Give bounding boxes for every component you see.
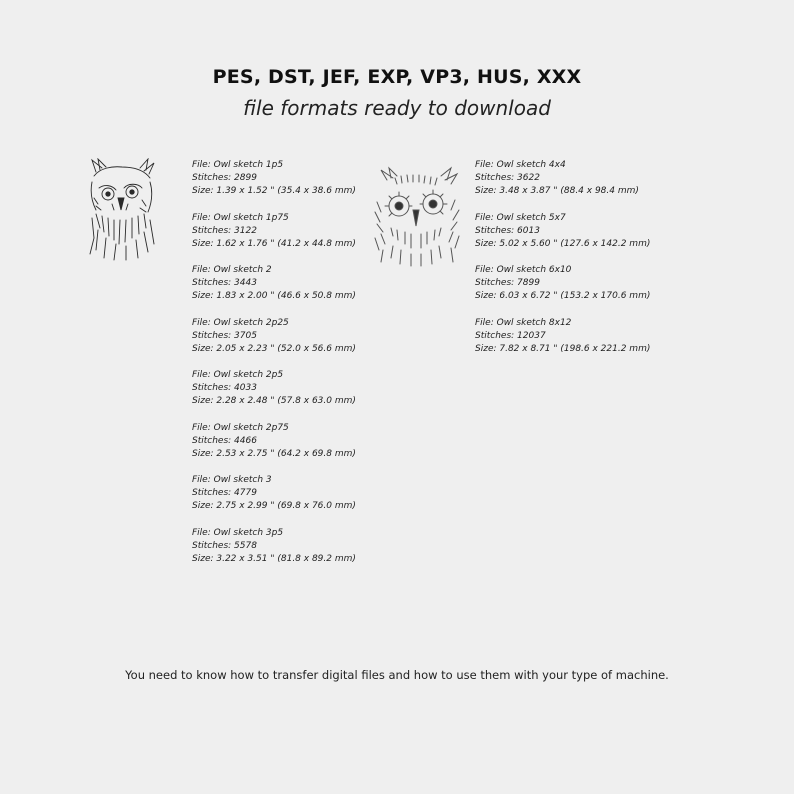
stitch-count: Stitches: 3705 (192, 330, 257, 341)
stitch-count: Stitches: 3443 (192, 278, 257, 288)
design-size: Size: 3.48 x 3.87 " (88.4 x 98.4 mm) (475, 186, 639, 196)
design-size: Size: 5.02 x 5.60 " (127.6 x 142.2 mm) (475, 238, 651, 249)
file-list-right (475, 159, 650, 369)
stitch-count: Stitches: 6013 (475, 225, 540, 236)
file-name: File: Owl sketch 2p5 (192, 370, 284, 380)
list-item (192, 474, 356, 513)
list-item (475, 317, 650, 356)
list-item (475, 212, 650, 251)
owl-sketch-icon (371, 166, 463, 268)
file-name: File: Owl sketch 2 (192, 265, 272, 275)
design-size: Size: 6.03 x 6.72 " (153.2 x 170.6 mm) (475, 291, 651, 301)
stitch-count: Stitches: 7899 (475, 278, 540, 288)
formats-subtitle: file formats ready to download (243, 96, 551, 120)
list-item (475, 159, 650, 198)
stitch-count: Stitches: 12037 (475, 330, 546, 341)
design-size: Size: 2.53 x 2.75 " (64.2 x 69.8 mm) (192, 448, 356, 459)
design-size: Size: 2.05 x 2.23 " (52.0 x 56.6 mm) (192, 343, 356, 354)
stitch-count: Stitches: 3622 (475, 173, 540, 183)
list-item (192, 527, 356, 566)
file-name: File: Owl sketch 6x10 (475, 265, 572, 275)
file-list-left (192, 159, 356, 579)
list-item (192, 159, 356, 198)
file-name: File: Owl sketch 3 (192, 475, 272, 485)
list-item (475, 264, 650, 303)
machine-note: You need to know how to transfer digital files and how to use them with your type of machine. (125, 668, 669, 682)
stitch-count: Stitches: 4779 (192, 488, 257, 498)
file-name: File: Owl sketch 5x7 (475, 212, 566, 223)
list-item (192, 369, 356, 408)
file-name: File: Owl sketch 3p5 (192, 527, 284, 538)
design-size: Size: 7.82 x 8.71 " (198.6 x 221.2 mm) (475, 343, 651, 354)
file-name: File: Owl sketch 2p75 (192, 422, 289, 433)
file-name: File: Owl sketch 8x12 (475, 317, 572, 328)
list-item (192, 422, 356, 461)
stitch-count: Stitches: 5578 (192, 540, 257, 551)
design-size: Size: 1.39 x 1.52 " (35.4 x 38.6 mm) (192, 186, 356, 196)
file-name: File: Owl sketch 1p5 (192, 160, 284, 170)
stitch-count: Stitches: 3122 (192, 225, 257, 236)
design-size: Size: 1.83 x 2.00 " (46.6 x 50.8 mm) (192, 291, 356, 301)
list-item (192, 317, 356, 356)
file-name: File: Owl sketch 4x4 (475, 160, 566, 170)
owl-sketch-icon (86, 158, 156, 262)
file-name: File: Owl sketch 1p75 (192, 212, 289, 223)
design-size: Size: 1.62 x 1.76 " (41.2 x 44.8 mm) (192, 238, 356, 249)
list-item (192, 264, 356, 303)
design-size: Size: 2.28 x 2.48 " (57.8 x 63.0 mm) (192, 396, 356, 406)
design-size: Size: 2.75 x 2.99 " (69.8 x 76.0 mm) (192, 501, 356, 511)
stitch-count: Stitches: 2899 (192, 173, 257, 183)
stitch-count: Stitches: 4466 (192, 435, 257, 446)
formats-heading: PES, DST, JEF, EXP, VP3, HUS, XXX (212, 66, 582, 88)
design-size: Size: 3.22 x 3.51 " (81.8 x 89.2 mm) (192, 553, 356, 564)
file-name: File: Owl sketch 2p25 (192, 317, 289, 328)
list-item (192, 212, 356, 251)
stitch-count: Stitches: 4033 (192, 383, 257, 393)
